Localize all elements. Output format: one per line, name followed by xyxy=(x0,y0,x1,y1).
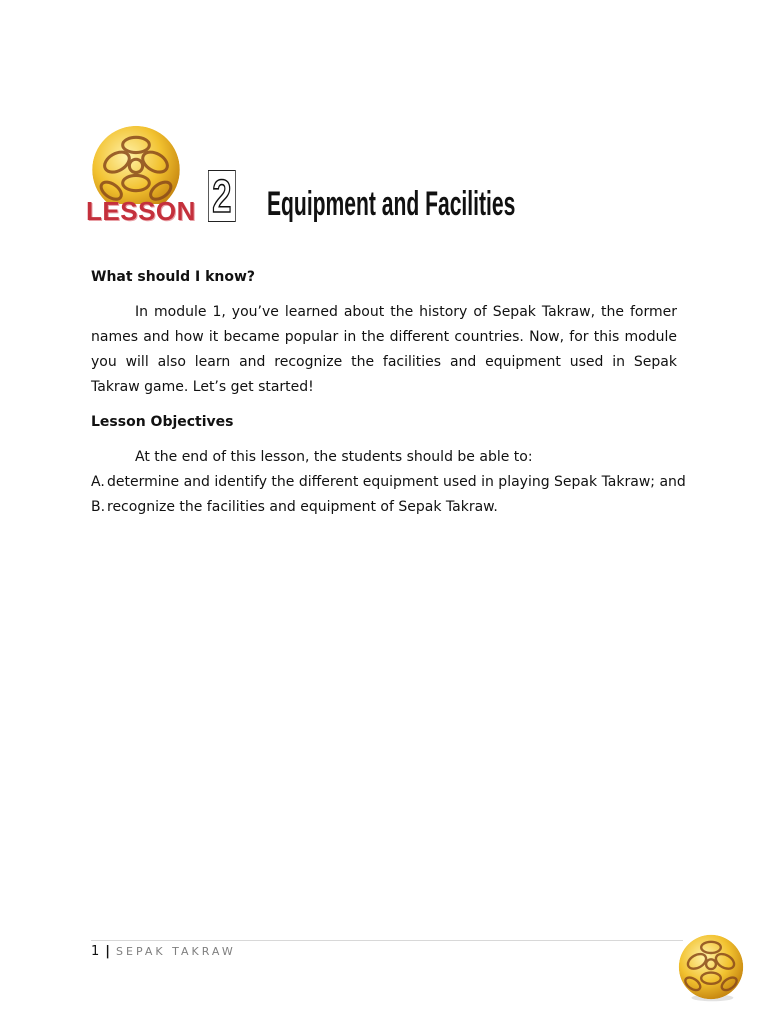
objective-text: recognize the facilities and equipment of Sepak Takraw. xyxy=(107,499,498,515)
page-footer xyxy=(91,943,236,961)
takraw-ball-icon xyxy=(88,124,184,204)
objectives-intro: At the end of this lesson, the students should be able to: xyxy=(135,449,533,465)
lesson-label: LESSON xyxy=(86,196,196,226)
section-heading-what-should-i-know: What should I know? xyxy=(91,269,256,285)
list-item xyxy=(91,470,686,495)
section-heading-lesson-objectives: Lesson Objectives xyxy=(91,414,234,430)
objectives-list xyxy=(91,470,686,520)
list-marker: A. xyxy=(91,474,105,490)
objective-text: determine and identify the different equipment used in playing Sepak Takraw; and xyxy=(107,474,686,490)
page-title: Equipment and Facilities xyxy=(267,185,516,223)
footer-title: SEPAK TAKRAW xyxy=(116,945,236,958)
footer-divider xyxy=(91,940,683,941)
lesson-number: 2 xyxy=(208,170,236,222)
list-item xyxy=(91,495,686,520)
list-marker: B. xyxy=(91,499,106,515)
takraw-ball-icon xyxy=(676,930,746,1004)
intro-paragraph: In module 1, you’ve learned about the history of Sepak Takraw, the former names and how it became popular in the different countries. Now, for this module you will also learn and recognize the facilities and equipment used in Sepak Takraw game. Let’s get started! xyxy=(91,304,677,395)
footer-separator: | xyxy=(105,944,111,959)
page-number: 1 xyxy=(91,944,100,959)
